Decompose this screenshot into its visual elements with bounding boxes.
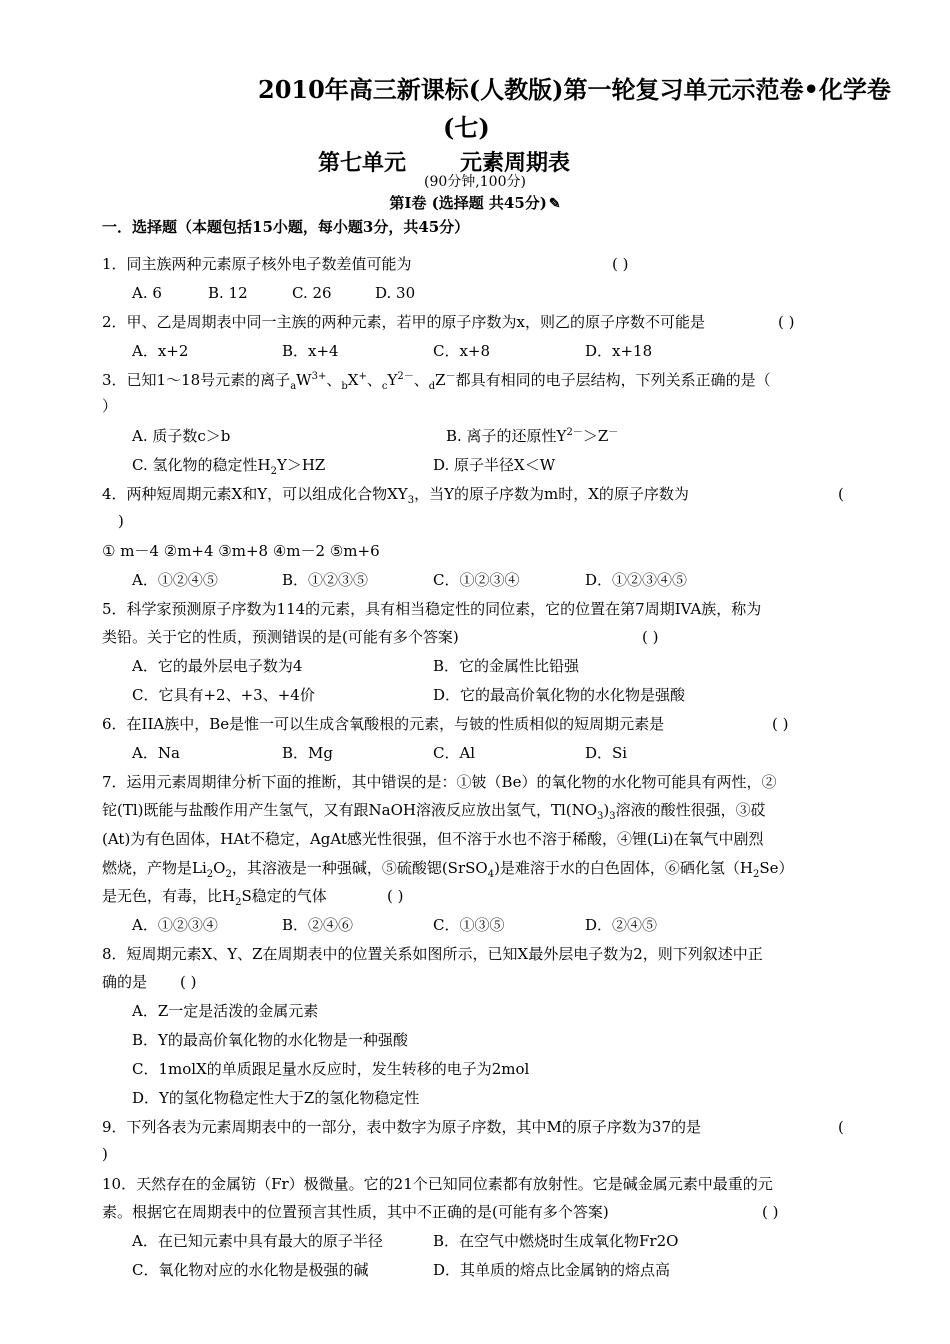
q7-l4-b: O xyxy=(213,859,226,877)
decorative-mark-icon: ✎ xyxy=(548,196,561,212)
q7-l5-b: S稳定的气体 xyxy=(241,887,327,905)
q8-option-a: A．Z一定是活泼的金属元素 xyxy=(132,1002,319,1020)
q8-option-d: D．Y的氢化物稳定性大于Z的氢化物稳定性 xyxy=(132,1089,420,1107)
q6-answer-paren: ( ) xyxy=(772,715,789,733)
q7-l4-sub4: 2 xyxy=(753,869,760,880)
q3-stem xyxy=(102,370,771,390)
q3-option-c xyxy=(132,455,325,475)
q3-option-c-sub: 2 xyxy=(270,466,277,477)
q7-l4-sub2: 2 xyxy=(225,869,232,880)
q7-l5-sub: 2 xyxy=(235,897,242,908)
q3-option-b-text: B. 离子的还原性Y xyxy=(446,427,567,445)
q3-pre-y: c xyxy=(381,381,388,392)
q7-l4-sub1: 2 xyxy=(206,869,214,880)
q7-stem-line2 xyxy=(102,800,766,820)
q3-option-c-text: C. 氢化物的稳定性H xyxy=(132,456,271,474)
q6-stem: 6．在IIA族中，Be是惟一可以生成含氧酸根的元素，与铍的性质相似的短周期元素是 xyxy=(102,715,665,733)
q5-option-a: A．它的最外层电子数为4 xyxy=(132,657,303,675)
q7-option-d: D．②④⑤ xyxy=(585,916,658,934)
q6-option-c: C．Al xyxy=(433,744,476,762)
q7-l4-d: )是难溶于水的白色固体，⑥硒化氢（H xyxy=(494,859,754,877)
q3-ion-y-charge: 2－ xyxy=(397,371,414,382)
q3-ion-x: X xyxy=(347,371,359,389)
q3-pre-w: a xyxy=(290,381,297,392)
q5-option-b: B．它的金属性比铅强 xyxy=(433,657,580,675)
q9-paren-close: ) xyxy=(102,1145,108,1163)
q3-ion-z: Z xyxy=(435,371,446,389)
q7-l4-e: Se） xyxy=(759,859,794,877)
q8-option-c: C．1molX的单质跟足量水反应时，发生转移的电子为2mol xyxy=(132,1060,530,1078)
q4-paren-close: ) xyxy=(118,512,124,530)
q7-stem-line3: (At)为有色固体，HAt不稳定，AgAt感光性很强，但不溶于水也不溶于稀酸，④锂(Li)在氧气中剧烈 xyxy=(102,830,764,848)
time-score: (90分钟,100分) xyxy=(424,174,526,190)
q3-option-b xyxy=(446,426,618,446)
q10-option-d: D．其单质的熔点比金属钠的熔点高 xyxy=(433,1261,671,1279)
q3-stem-b: 都具有相同的电子层结构，下列关系正确的是（ xyxy=(455,371,771,389)
q2-option-c: C．x+8 xyxy=(433,342,491,360)
q2-stem: 2．甲、乙是周期表中同一主族的两种元素，若甲的原子序数为x，则乙的原子序数不可能是 xyxy=(102,313,706,331)
q9-stem: 9．下列各表为元素周期表中的一部分，表中数字为原子序数，其中M的原子序数为37的是 xyxy=(102,1118,701,1136)
q7-option-b: B．②④⑥ xyxy=(282,916,354,934)
q2-option-b: B．x+4 xyxy=(282,342,339,360)
q1-option-a: A. 6 xyxy=(132,284,162,302)
q3-ion-w: W xyxy=(296,371,312,389)
volume-label: 第Ⅰ卷 (选择题 共45分) xyxy=(389,194,547,212)
q3-ion-z-charge: － xyxy=(445,371,456,382)
q4-stem-sub: 3 xyxy=(407,495,415,506)
q7-l2-a: 铊(Tl)既能与盐酸作用产生氢气，又有跟NaOH溶液反应放出氢气，Tl(NO xyxy=(102,801,598,819)
q5-stem-line1: 5．科学家预测原子序数为114的元素，具有相当稳定性的同位素，它的位置在第7周期IVA族，称为 xyxy=(102,600,762,618)
q4-choice-list: ① m－4 ②m+4 ③m+8 ④m－2 ⑤m+6 xyxy=(102,542,380,560)
q3-option-d: D. 原子半径X＜W xyxy=(433,456,556,474)
unit-number: 第七单元 xyxy=(318,150,407,176)
q4-stem xyxy=(102,484,689,504)
q3-ion-y: Y xyxy=(387,371,398,389)
q5-option-c: C．它具有+2、+3、+4价 xyxy=(132,686,315,704)
unit-name: 元素周期表 xyxy=(460,150,571,176)
q3-close-paren: ） xyxy=(102,397,118,415)
q5-option-d: D．它的最高价氧化物的水化物是强酸 xyxy=(433,686,686,704)
q2-option-d: D．x+18 xyxy=(585,342,653,360)
q3-option-b-mid: ＞Z xyxy=(582,427,609,445)
q3-sep3: 、 xyxy=(413,371,429,389)
q1-option-d: D. 30 xyxy=(375,284,416,302)
q10-stem-line2: 素。根据它在周期表中的位置预言其性质，其中不正确的是(可能有多个答案) xyxy=(102,1203,609,1221)
q8-stem-line1: 8．短周期元素X、Y、Z在周期表中的位置关系如图所示，已知X最外层电子数为2，则下列叙述中正 xyxy=(102,945,763,963)
q2-answer-paren: ( ) xyxy=(778,313,795,331)
q7-l5-a: 是无色，有毒，比H xyxy=(102,887,236,905)
q3-stem-a: 3．已知1～18号元素的离子 xyxy=(102,371,291,389)
q3-pre-z: d xyxy=(428,381,436,392)
q6-option-d: D．Si xyxy=(585,744,628,762)
q3-pre-x: b xyxy=(341,381,348,392)
q4-option-c: C．①②③④ xyxy=(433,571,520,589)
q5-stem-line2: 类铅。关于它的性质，预测错误的是(可能有多个答案) xyxy=(102,628,459,646)
q8-stem-line2: 确的是 xyxy=(102,973,148,991)
q7-l4-sub3: 4 xyxy=(487,869,495,880)
q7-stem-line4 xyxy=(102,858,794,878)
q10-option-a: A．在已知元素中具有最大的原子半径 xyxy=(132,1232,383,1250)
q10-stem-line1: 10．天然存在的金属钫（Fr）极微量。它的21个已知同位素都有放射性。它是碱金属元素中最重的元 xyxy=(102,1175,773,1193)
q9-paren-open: ( xyxy=(838,1118,844,1136)
q7-answer-paren: ( ) xyxy=(387,887,404,905)
q3-ion-w-charge: 3+ xyxy=(311,371,327,382)
q1-stem: 1．同主族两种元素原子核外电子数差值可能为 xyxy=(102,255,412,273)
q10-option-c: C．氧化物对应的水化物是极强的碱 xyxy=(132,1261,369,1279)
volume-heading xyxy=(0,193,950,214)
q3-option-a: A. 质子数c＞b xyxy=(132,427,231,445)
q8-option-b: B．Y的最高价氧化物的水化物是一种强酸 xyxy=(132,1031,408,1049)
q3-option-b-sup2: － xyxy=(608,427,619,438)
q2-option-a: A．x+2 xyxy=(132,342,189,360)
q3-sep1: 、 xyxy=(326,371,342,389)
q7-l2-b: ) xyxy=(603,801,610,819)
q4-paren-open: ( xyxy=(838,485,844,503)
q3-option-c-post: Y＞HZ xyxy=(276,456,326,474)
q1-option-b: B. 12 xyxy=(208,284,248,302)
q7-stem-line1: 7．运用元素周期律分析下面的推断，其中错误的是：①铍（Be）的氧化物的水化物可能具有两性，② xyxy=(102,773,777,791)
exam-title-line2: (七) xyxy=(443,113,490,142)
q1-answer-paren: ( ) xyxy=(612,255,629,273)
q3-ion-x-charge: + xyxy=(358,371,367,382)
q7-l4-c: ，其溶液是一种强碱，⑤硫酸锶(SrSO xyxy=(231,859,488,877)
q3-option-b-sup1: 2－ xyxy=(566,427,583,438)
exam-title-line1: 2010年高三新课标(人教版)第一轮复习单元示范卷•化学卷 xyxy=(258,75,891,104)
q7-l2-sub: 3 xyxy=(597,811,604,822)
q6-option-a: A．Na xyxy=(132,744,180,762)
q7-l2-sub2: 3 xyxy=(609,811,616,822)
q4-stem-a: 4．两种短周期元素X和Y，可以组成化合物XY xyxy=(102,485,408,503)
q1-option-c: C. 26 xyxy=(292,284,332,302)
q5-answer-paren: ( ) xyxy=(642,628,659,646)
q3-sep2: 、 xyxy=(366,371,382,389)
q4-option-d: D．①②③④⑤ xyxy=(585,571,688,589)
q4-option-b: B．①②③⑤ xyxy=(282,571,369,589)
q10-answer-paren: ( ) xyxy=(762,1203,779,1221)
q6-option-b: B．Mg xyxy=(282,744,333,762)
q10-option-b: B．在空气中燃烧时生成氧化物Fr2O xyxy=(433,1232,679,1250)
q7-option-a: A．①②③④ xyxy=(132,916,218,934)
q7-option-c: C．①③⑤ xyxy=(433,916,505,934)
q7-l2-c: 溶液的酸性很强，③砹 xyxy=(615,801,766,819)
q7-l4-a: 燃烧，产物是Li xyxy=(102,859,207,877)
q7-stem-line5 xyxy=(102,886,327,906)
q4-stem-b: ，当Y的原子序数为m时，X的原子序数为 xyxy=(414,485,689,503)
q4-option-a: A．①②④⑤ xyxy=(132,571,218,589)
section-heading: 一．选择题（本题包括15小题，每小题3分，共45分） xyxy=(102,218,470,236)
q8-answer-paren: ( ) xyxy=(180,973,197,991)
